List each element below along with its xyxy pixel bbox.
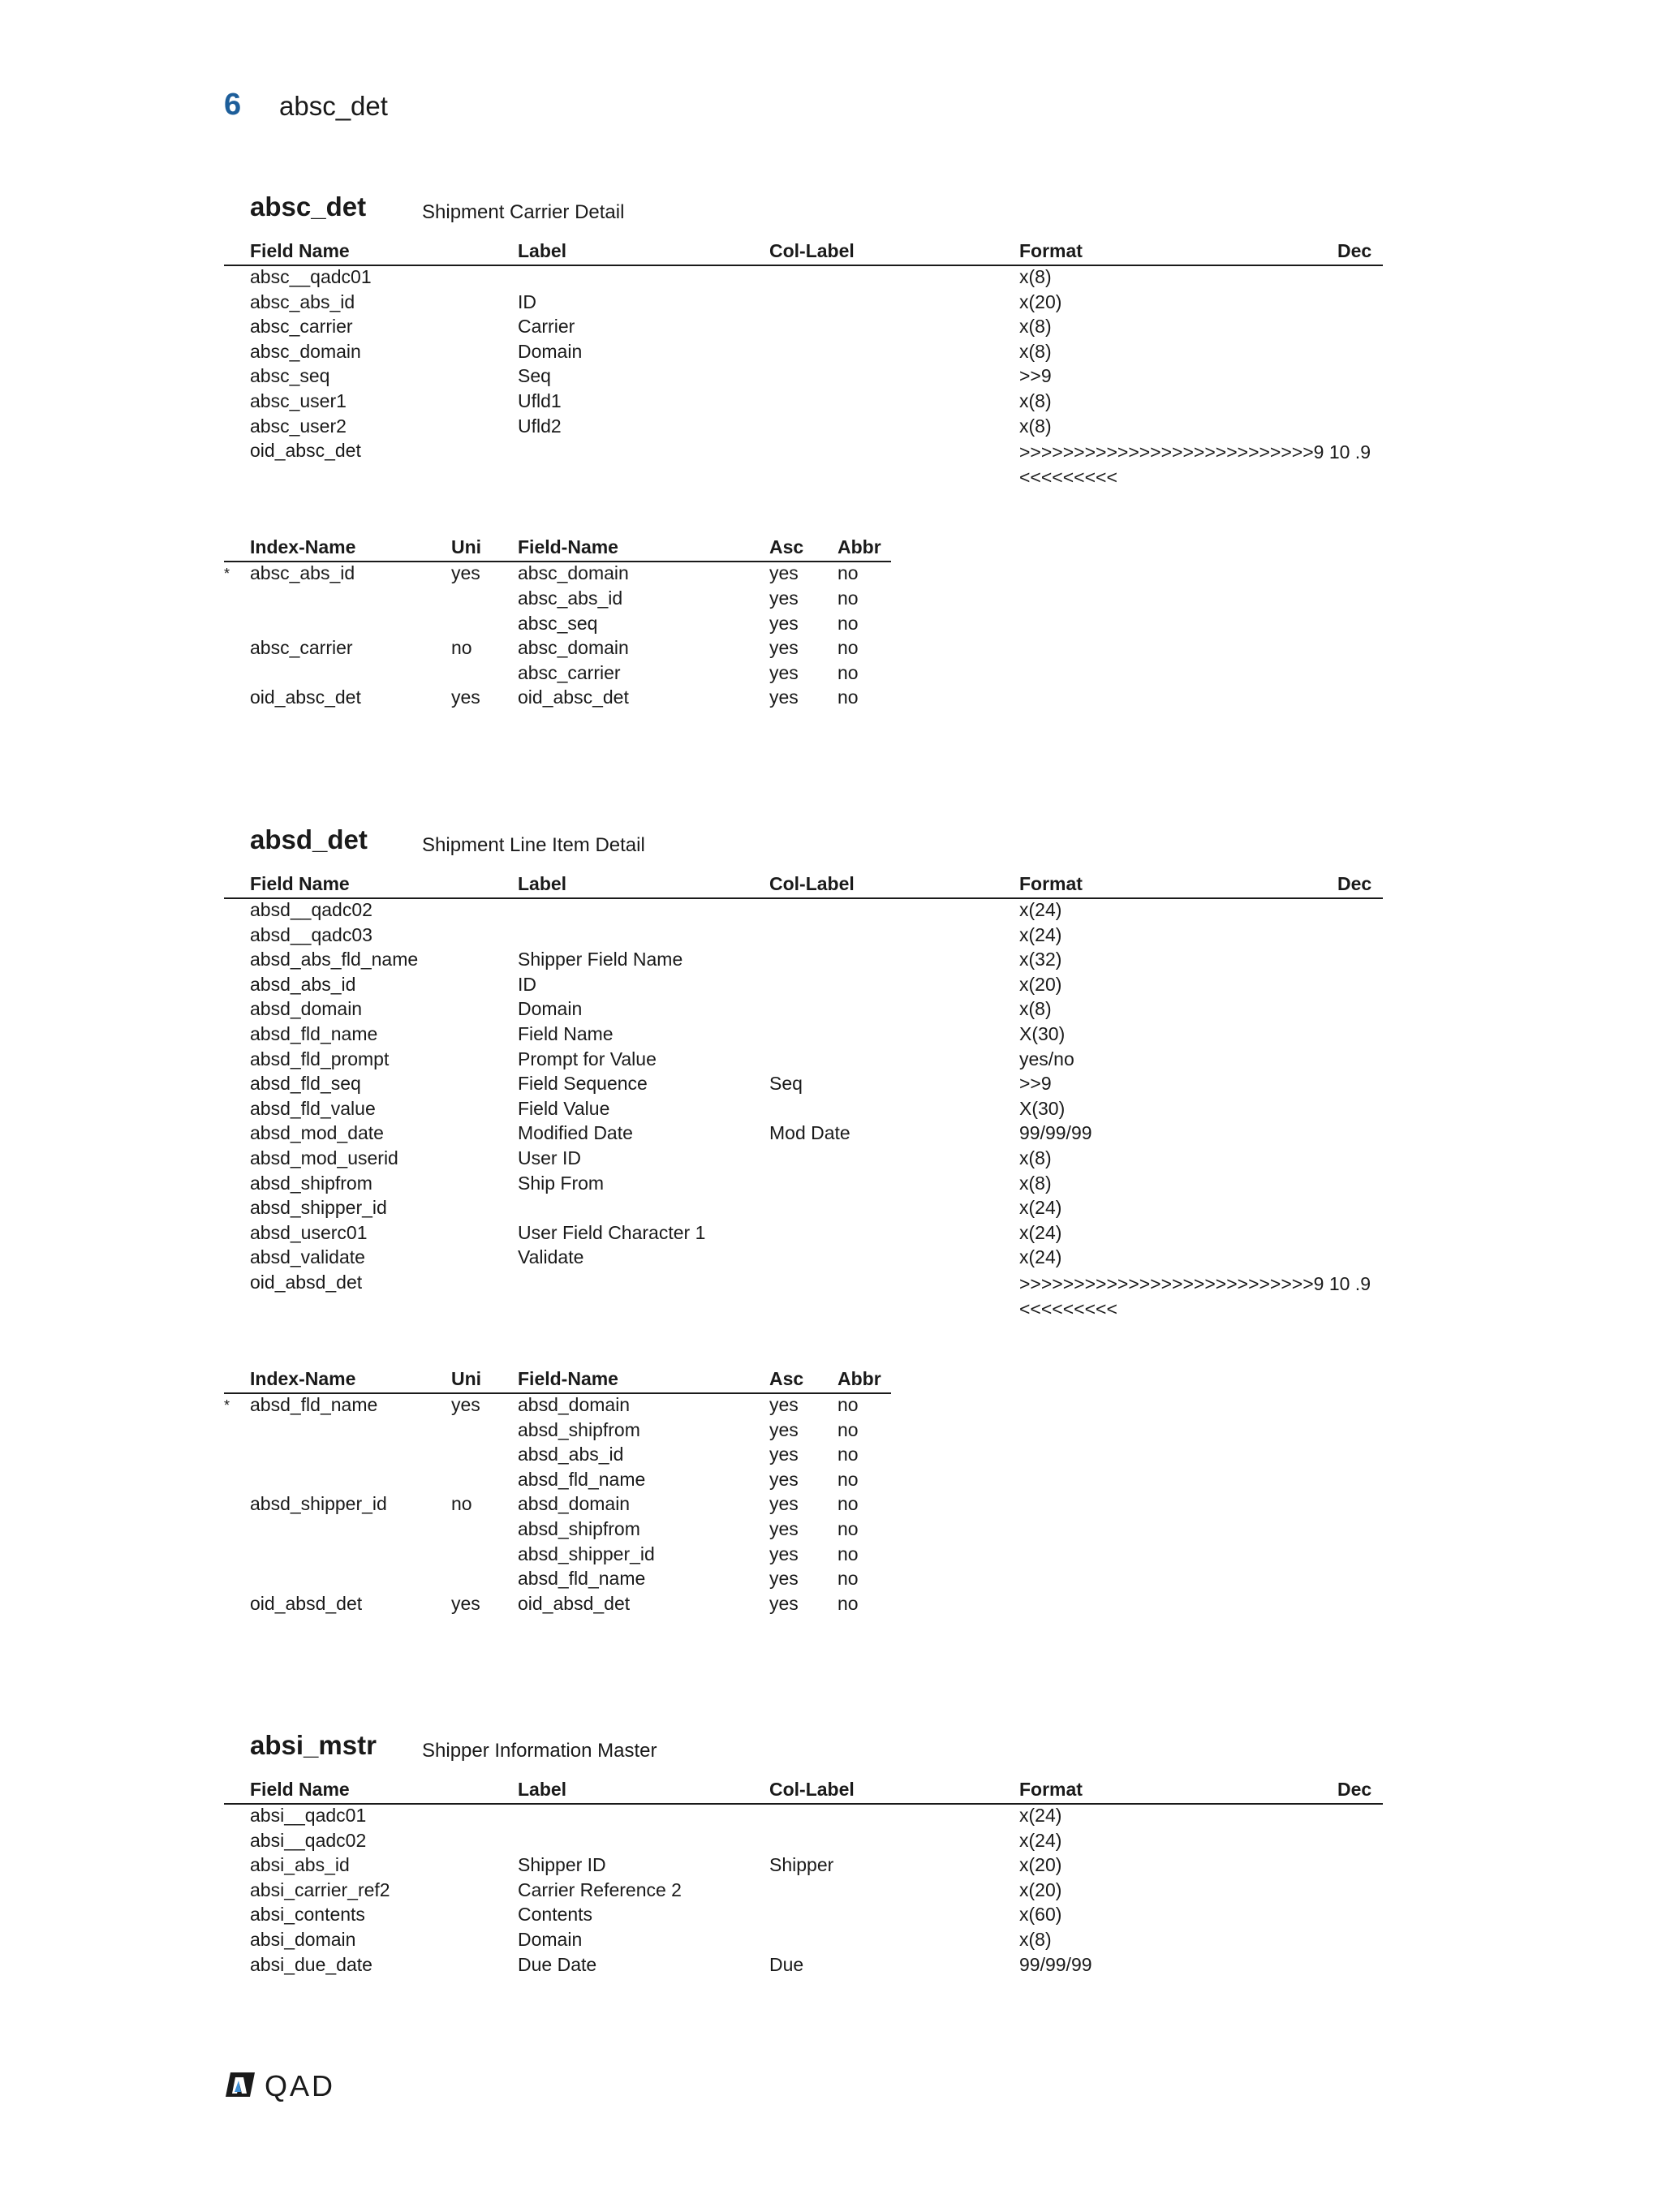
field-name-cell: absd_shipper_id	[250, 1197, 387, 1219]
asc-cell: yes	[769, 1543, 799, 1564]
asc-cell: yes	[769, 637, 799, 659]
field-name-cell: absc_user2	[250, 415, 347, 437]
uni-cell: yes	[451, 562, 480, 584]
table-row	[224, 1122, 1383, 1147]
field-name-cell: absc__qadc01	[250, 266, 372, 287]
field-name-cell: absc_abs_id	[250, 290, 355, 312]
abbr-cell: no	[837, 1418, 859, 1440]
index-table	[224, 1368, 1383, 1617]
field-table	[224, 1779, 1383, 1978]
label-cell: Prompt for Value	[518, 1048, 657, 1069]
header-col-label: Col-Label	[769, 240, 855, 261]
index-row	[224, 662, 1383, 687]
table-row	[224, 1830, 1383, 1855]
index-field-cell: absd_shipfrom	[518, 1518, 640, 1540]
format-cell: 99/99/99	[1019, 1122, 1092, 1144]
label-cell: Modified Date	[518, 1122, 633, 1144]
label-cell: Domain	[518, 1928, 583, 1950]
table-description: Shipment Line Item Detail	[422, 834, 645, 856]
field-name-cell: absd_userc01	[250, 1221, 368, 1243]
header-format: Format	[1019, 873, 1083, 894]
header-asc: Asc	[769, 1368, 804, 1390]
table-row	[224, 974, 1383, 999]
table-row	[224, 1048, 1383, 1074]
header-dec: Dec	[1337, 240, 1372, 261]
asc-cell: yes	[769, 587, 799, 609]
format-cell: x(20)	[1019, 973, 1062, 995]
format-cell: x(8)	[1019, 266, 1052, 287]
label-cell: Field Sequence	[518, 1073, 648, 1095]
header-asc: Asc	[769, 536, 804, 558]
qad-logo-text: QAD	[265, 2069, 336, 2102]
index-field-cell: absd_fld_name	[518, 1468, 646, 1490]
table-row	[224, 1272, 1383, 1321]
header-index-field: Field-Name	[518, 536, 618, 558]
field-name-cell: absi_contents	[250, 1904, 365, 1926]
abbr-cell: no	[837, 1444, 859, 1465]
label-cell: Shipper ID	[518, 1854, 606, 1876]
abbr-cell: no	[837, 686, 859, 708]
uni-cell: no	[451, 637, 472, 659]
format-cell: >>>>>>>>>>>>>>>>>>>>>>>>>>>9 10 .9<<<<<<<<<	[1019, 441, 1371, 488]
header-dec: Dec	[1337, 873, 1372, 894]
table-name: absd_det	[250, 824, 368, 854]
asc-cell: yes	[769, 612, 799, 634]
format-cell: x(24)	[1019, 899, 1062, 920]
abbr-cell: no	[837, 587, 859, 609]
asc-cell: yes	[769, 661, 799, 683]
index-row	[224, 1419, 1383, 1444]
label-cell: Due Date	[518, 1953, 597, 1975]
field-name-cell: oid_absc_det	[250, 440, 361, 462]
field-name-cell: absd_abs_id	[250, 973, 356, 995]
format-cell: >>>>>>>>>>>>>>>>>>>>>>>>>>>9 10 .9<<<<<<<<<	[1019, 1272, 1371, 1319]
asc-cell: yes	[769, 686, 799, 708]
field-name-cell: absd__qadc02	[250, 899, 372, 920]
header-abbr: Abbr	[837, 536, 881, 558]
header-label: Label	[518, 1779, 567, 1800]
header-uni: Uni	[451, 1368, 482, 1390]
index-table	[224, 536, 1383, 712]
field-name-cell: absc_domain	[250, 340, 361, 362]
table-row	[224, 440, 1383, 489]
table-row	[224, 1222, 1383, 1247]
field-name-cell: oid_absd_det	[250, 1271, 363, 1293]
header-format: Format	[1019, 1779, 1083, 1800]
format-cell: X(30)	[1019, 1097, 1066, 1119]
field-name-cell: absi__qadc02	[250, 1829, 367, 1851]
header-field-name: Field Name	[250, 240, 350, 261]
abbr-cell: no	[837, 1394, 859, 1416]
field-name-cell: absd_mod_date	[250, 1122, 384, 1144]
table-row	[224, 1197, 1383, 1222]
format-cell: x(8)	[1019, 1928, 1052, 1950]
primary-index-marker: *	[224, 566, 230, 583]
format-cell: x(24)	[1019, 1829, 1062, 1851]
index-row	[224, 587, 1383, 613]
table-row	[224, 415, 1383, 441]
section-heading	[224, 192, 1383, 240]
format-cell: x(20)	[1019, 290, 1062, 312]
field-name-cell: absd_abs_fld_name	[250, 949, 419, 970]
table-row	[224, 390, 1383, 415]
uni-cell: yes	[451, 1394, 480, 1416]
index-name-cell: absc_abs_id	[250, 562, 355, 584]
header-col-label: Col-Label	[769, 873, 855, 894]
label-cell: Ufld1	[518, 389, 562, 411]
index-field-cell: oid_absc_det	[518, 686, 629, 708]
table-row	[224, 1246, 1383, 1272]
field-name-cell: absi_carrier_ref2	[250, 1878, 390, 1900]
index-field-cell: absc_carrier	[518, 661, 621, 683]
format-cell: x(24)	[1019, 1805, 1062, 1826]
index-table-header	[224, 1368, 891, 1394]
abbr-cell: no	[837, 612, 859, 634]
format-cell: x(8)	[1019, 340, 1052, 362]
table-row	[224, 316, 1383, 341]
col-label-cell: Mod Date	[769, 1122, 850, 1144]
index-row	[224, 1394, 1383, 1419]
label-cell: Ship From	[518, 1172, 605, 1194]
index-field-cell: absc_abs_id	[518, 587, 623, 609]
index-field-cell: absd_domain	[518, 1394, 631, 1416]
col-label-cell: Shipper	[769, 1854, 834, 1876]
asc-cell: yes	[769, 1592, 799, 1614]
field-name-cell: absi_domain	[250, 1928, 356, 1950]
format-cell: x(8)	[1019, 415, 1052, 437]
header-label: Label	[518, 873, 567, 894]
header-abbr: Abbr	[837, 1368, 881, 1390]
header-field-name: Field Name	[250, 1779, 350, 1800]
table-row	[224, 924, 1383, 949]
format-cell: x(24)	[1019, 923, 1062, 945]
abbr-cell: no	[837, 1568, 859, 1590]
table-row	[224, 1879, 1383, 1904]
field-table-header	[224, 240, 1383, 266]
label-cell: ID	[518, 973, 536, 995]
table-row	[224, 1073, 1383, 1098]
table-row	[224, 1929, 1383, 1954]
header-index-name: Index-Name	[250, 1368, 356, 1390]
label-cell: Field Name	[518, 1022, 614, 1044]
table-row	[224, 949, 1383, 974]
format-cell: 99/99/99	[1019, 1953, 1092, 1975]
index-name-cell: absd_fld_name	[250, 1394, 378, 1416]
abbr-cell: no	[837, 1592, 859, 1614]
index-name-cell: absd_shipper_id	[250, 1493, 387, 1515]
table-row	[224, 998, 1383, 1023]
format-cell: x(60)	[1019, 1904, 1062, 1926]
abbr-cell: no	[837, 1518, 859, 1540]
format-cell: x(20)	[1019, 1878, 1062, 1900]
field-name-cell: absd_fld_name	[250, 1022, 378, 1044]
table-row	[224, 365, 1383, 390]
index-field-cell: absd_abs_id	[518, 1444, 624, 1465]
asc-cell: yes	[769, 1468, 799, 1490]
field-table	[224, 873, 1383, 1321]
field-name-cell: absd__qadc03	[250, 923, 372, 945]
page-title: absc_det	[279, 91, 388, 121]
format-cell: x(24)	[1019, 1246, 1062, 1268]
asc-cell: yes	[769, 1418, 799, 1440]
label-cell: Seq	[518, 365, 551, 387]
abbr-cell: no	[837, 1543, 859, 1564]
asc-cell: yes	[769, 1493, 799, 1515]
section-heading	[224, 824, 1383, 873]
abbr-cell: no	[837, 661, 859, 683]
table-row	[224, 291, 1383, 316]
col-label-cell: Seq	[769, 1073, 803, 1095]
table-section-absi_mstr	[224, 1730, 1383, 1978]
col-label-cell: Due	[769, 1953, 804, 1975]
section-heading	[224, 1730, 1383, 1779]
format-cell: x(24)	[1019, 1221, 1062, 1243]
label-cell: Field Value	[518, 1097, 610, 1119]
index-row	[224, 613, 1383, 638]
index-field-cell: oid_absd_det	[518, 1592, 631, 1614]
page-number: 6	[224, 88, 242, 122]
index-table-header	[224, 536, 891, 562]
index-field-cell: absd_shipfrom	[518, 1418, 640, 1440]
abbr-cell: no	[837, 562, 859, 584]
header-field-name: Field Name	[250, 873, 350, 894]
header-index-field: Field-Name	[518, 1368, 618, 1390]
field-name-cell: absd_fld_value	[250, 1097, 376, 1119]
format-cell: X(30)	[1019, 1022, 1066, 1044]
table-section-absd_det	[224, 824, 1383, 1617]
field-table-header	[224, 873, 1383, 899]
uni-cell: no	[451, 1493, 472, 1515]
label-cell: Contents	[518, 1904, 593, 1926]
format-cell: x(8)	[1019, 998, 1052, 1020]
field-name-cell: absd_shipfrom	[250, 1172, 372, 1194]
field-name-cell: absi_abs_id	[250, 1854, 350, 1876]
table-name: absi_mstr	[250, 1730, 377, 1760]
uni-cell: yes	[451, 686, 480, 708]
table-row	[224, 1805, 1383, 1830]
asc-cell: yes	[769, 1518, 799, 1540]
field-name-cell: absc_carrier	[250, 316, 353, 338]
format-cell: x(8)	[1019, 316, 1052, 338]
header-col-label: Col-Label	[769, 1779, 855, 1800]
field-name-cell: absc_user1	[250, 389, 347, 411]
table-row	[224, 1854, 1383, 1879]
field-name-cell: absd_domain	[250, 998, 363, 1020]
label-cell: User ID	[518, 1147, 581, 1168]
primary-index-marker: *	[224, 1397, 230, 1414]
label-cell: Carrier	[518, 316, 575, 338]
header-format: Format	[1019, 240, 1083, 261]
field-name-cell: absd_validate	[250, 1246, 365, 1268]
index-row	[224, 1444, 1383, 1469]
index-name-cell: oid_absd_det	[250, 1592, 363, 1614]
index-name-cell: oid_absc_det	[250, 686, 361, 708]
index-row	[224, 1593, 1383, 1618]
table-row	[224, 1954, 1383, 1979]
table-row	[224, 1098, 1383, 1123]
index-row	[224, 1568, 1383, 1593]
index-row	[224, 686, 1383, 712]
qad-logo-icon	[224, 2071, 256, 2098]
format-cell: >>9	[1019, 1073, 1052, 1095]
field-table-header	[224, 1779, 1383, 1805]
label-cell: Domain	[518, 340, 583, 362]
field-name-cell: absc_seq	[250, 365, 330, 387]
index-row	[224, 562, 1383, 587]
format-cell: x(8)	[1019, 389, 1052, 411]
index-row	[224, 1469, 1383, 1494]
table-description: Shipment Carrier Detail	[422, 201, 625, 223]
format-cell: >>9	[1019, 365, 1052, 387]
index-row	[224, 637, 1383, 662]
field-name-cell: absi_due_date	[250, 1953, 372, 1975]
field-table	[224, 240, 1383, 489]
index-row	[224, 1543, 1383, 1569]
format-cell: yes/no	[1019, 1048, 1074, 1069]
uni-cell: yes	[451, 1592, 480, 1614]
table-row	[224, 1904, 1383, 1929]
abbr-cell: no	[837, 1468, 859, 1490]
header-label: Label	[518, 240, 567, 261]
index-field-cell: absc_seq	[518, 612, 598, 634]
format-cell: x(8)	[1019, 1172, 1052, 1194]
table-row	[224, 1023, 1383, 1048]
index-field-cell: absc_domain	[518, 637, 629, 659]
format-cell: x(20)	[1019, 1854, 1062, 1876]
abbr-cell: no	[837, 1493, 859, 1515]
table-name: absc_det	[250, 192, 367, 222]
asc-cell: yes	[769, 1444, 799, 1465]
label-cell: Domain	[518, 998, 583, 1020]
header-dec: Dec	[1337, 1779, 1372, 1800]
index-field-cell: absd_shipper_id	[518, 1543, 655, 1564]
field-name-cell: absi__qadc01	[250, 1805, 367, 1826]
field-name-cell: absd_fld_prompt	[250, 1048, 390, 1069]
label-cell: User Field Character 1	[518, 1221, 706, 1243]
index-field-cell: absd_fld_name	[518, 1568, 646, 1590]
label-cell: Validate	[518, 1246, 584, 1268]
table-description: Shipper Information Master	[422, 1740, 657, 1762]
format-cell: x(24)	[1019, 1197, 1062, 1219]
table-row	[224, 1147, 1383, 1173]
index-row	[224, 1518, 1383, 1543]
table-row	[224, 1173, 1383, 1198]
table-row	[224, 266, 1383, 291]
abbr-cell: no	[837, 637, 859, 659]
format-cell: x(32)	[1019, 949, 1062, 970]
table-row	[224, 899, 1383, 924]
asc-cell: yes	[769, 1568, 799, 1590]
label-cell: ID	[518, 290, 536, 312]
index-row	[224, 1493, 1383, 1518]
asc-cell: yes	[769, 1394, 799, 1416]
index-name-cell: absc_carrier	[250, 637, 353, 659]
asc-cell: yes	[769, 562, 799, 584]
label-cell: Ufld2	[518, 415, 562, 437]
format-cell: x(8)	[1019, 1147, 1052, 1168]
header-index-name: Index-Name	[250, 536, 356, 558]
label-cell: Carrier Reference 2	[518, 1878, 682, 1900]
field-name-cell: absd_fld_seq	[250, 1073, 361, 1095]
table-row	[224, 341, 1383, 366]
label-cell: Shipper Field Name	[518, 949, 683, 970]
index-field-cell: absc_domain	[518, 562, 629, 584]
header-uni: Uni	[451, 536, 482, 558]
index-field-cell: absd_domain	[518, 1493, 631, 1515]
field-name-cell: absd_mod_userid	[250, 1147, 398, 1168]
table-section-absc_det	[224, 192, 1383, 712]
